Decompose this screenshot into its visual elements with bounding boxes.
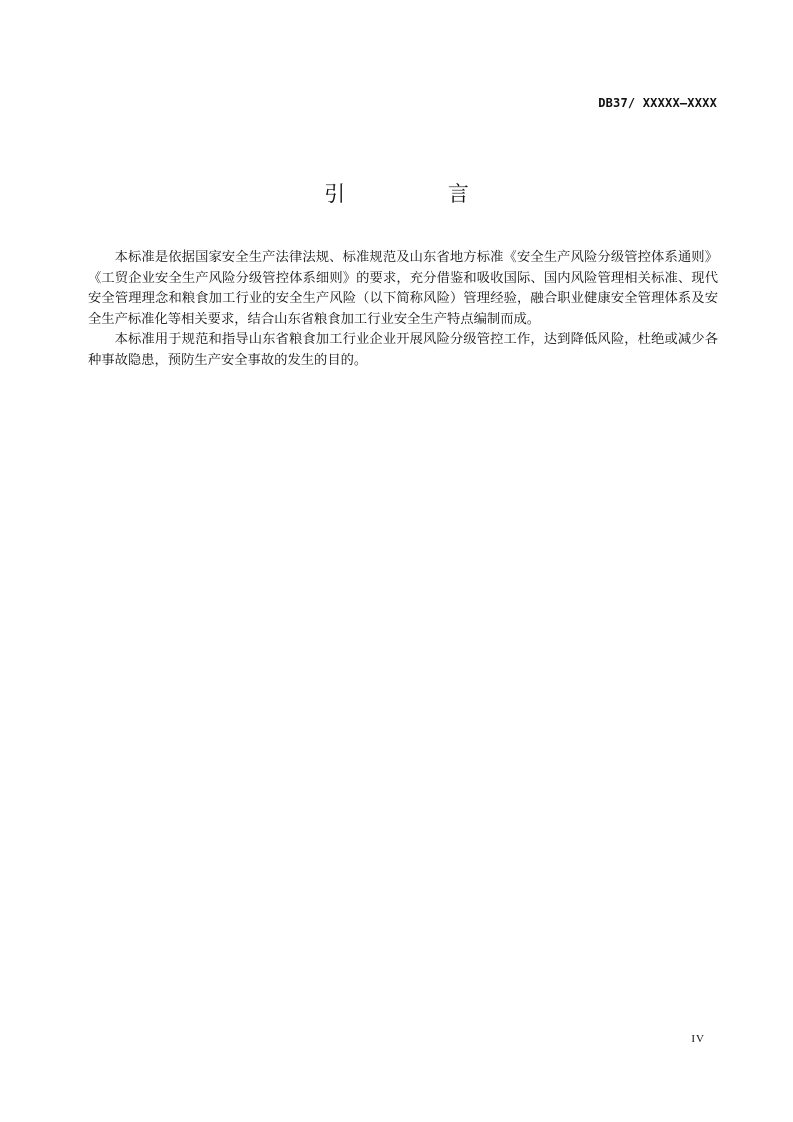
paragraph-1: 本标准是依据国家安全生产法律法规、标准规范及山东省地方标准《安全生产风险分级管控体系通则》《工贸企业安全生产风险分级管控体系细则》的要求，充分借鉴和吸收国际、国内风险管理相关标准、现代安全管理理念和粮食加工行业的安全生产风险（以下简称风险）管理经验，融合职业健康安全管理体系及安全生产标准化等相关要求，结合山东省粮食加工行业安全生产特点编制而成。 bbox=[88, 250, 718, 327]
section-title: 引 言 bbox=[324, 182, 517, 206]
paragraph-2: 本标准用于规范和指导山东省粮食加工行业企业开展风险分级管控工作，达到降低风险，杜绝或减少各种事故隐患，预防生产安全事故的发生的目的。 bbox=[88, 332, 718, 368]
body-text bbox=[88, 248, 718, 372]
page-number: IV bbox=[691, 1033, 705, 1045]
document-code: DB37/ XXXXX—XXXX bbox=[598, 96, 717, 110]
